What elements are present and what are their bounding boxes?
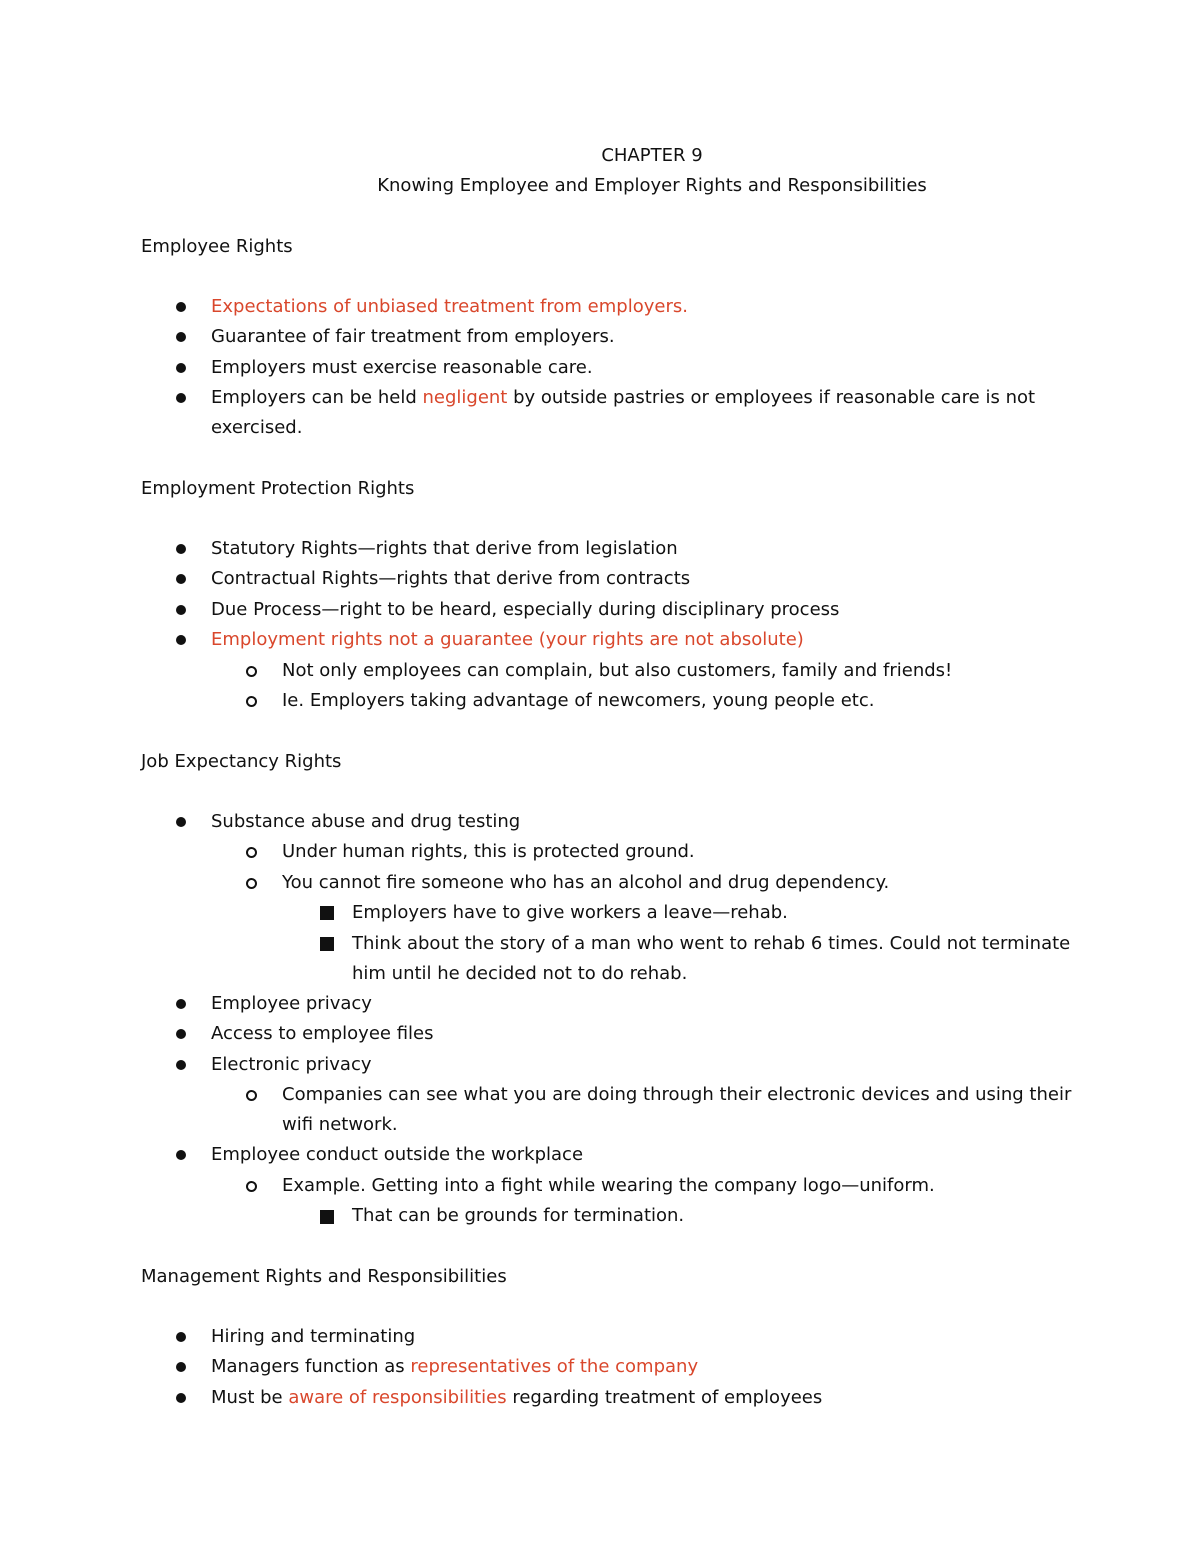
list-item: Statutory Rights—rights that derive from legislation (211, 538, 678, 559)
bullet-disc-icon (176, 635, 186, 645)
list-item: Hiring and terminating (211, 1326, 416, 1347)
sub-list-item-continuation: wifi network. (282, 1114, 398, 1135)
bullet-circle-icon (246, 696, 257, 707)
bullet-disc-icon (176, 1332, 186, 1342)
item-text: by outside pastries or employees if reasonable care is not (507, 387, 1036, 408)
highlight-negligent: negligent (422, 387, 508, 408)
sub-list-item: Companies can see what you are doing through their electronic devices and using their (282, 1084, 1072, 1105)
highlight-representatives: representatives of the company (410, 1356, 699, 1377)
list-item: Employee conduct outside the workplace (211, 1144, 584, 1165)
item-text: regarding treatment of employees (506, 1387, 823, 1408)
list-item-continuation: exercised. (211, 417, 303, 438)
bullet-square-icon (320, 906, 334, 920)
section-heading-job-expectancy: Job Expectancy Rights (141, 751, 342, 772)
sub-list-item: You cannot fire someone who has an alcohol and drug dependency. (282, 872, 890, 893)
bullet-square-icon (320, 1210, 334, 1224)
section-heading-management: Management Rights and Responsibilities (141, 1266, 507, 1287)
bullet-circle-icon (246, 847, 257, 858)
bullet-disc-icon (176, 363, 186, 373)
bullet-square-icon (320, 937, 334, 951)
bullet-disc-icon (176, 544, 186, 554)
bullet-circle-icon (246, 1090, 257, 1101)
chapter-title: Knowing Employee and Employer Rights and Responsibilities (377, 175, 927, 196)
bullet-circle-icon (246, 666, 257, 677)
sub-list-item: Under human rights, this is protected ground. (282, 841, 695, 862)
list-item: Due Process—right to be heard, especially during disciplinary process (211, 599, 840, 620)
bullet-disc-icon (176, 1362, 186, 1372)
list-item: Guarantee of fair treatment from employers. (211, 326, 615, 347)
list-item: Expectations of unbiased treatment from employers. (211, 296, 688, 317)
list-item: Employment rights not a guarantee (your rights are not absolute) (211, 629, 804, 650)
bullet-disc-icon (176, 574, 186, 584)
bullet-disc-icon (176, 393, 186, 403)
sub-list-item: Ie. Employers taking advantage of newcomers, young people etc. (282, 690, 875, 711)
item-text: Employers can be held (211, 387, 423, 408)
bullet-disc-icon (176, 999, 186, 1009)
bullet-circle-icon (246, 878, 257, 889)
sub-sub-list-item-continuation: him until he decided not to do rehab. (352, 963, 688, 984)
bullet-disc-icon (176, 1060, 186, 1070)
list-item: Substance abuse and drug testing (211, 811, 521, 832)
bullet-disc-icon (176, 1393, 186, 1403)
sub-sub-list-item: Think about the story of a man who went to rehab 6 times. Could not terminate (352, 933, 1071, 954)
bullet-disc-icon (176, 605, 186, 615)
list-item (211, 1356, 698, 1378)
list-item (211, 387, 1035, 409)
list-item: Employee privacy (211, 993, 372, 1014)
list-item: Electronic privacy (211, 1054, 372, 1075)
sub-sub-list-item: Employers have to give workers a leave—rehab. (352, 902, 788, 923)
section-heading-employment-protection: Employment Protection Rights (141, 478, 415, 499)
bullet-disc-icon (176, 1150, 186, 1160)
item-text: Must be (211, 1387, 289, 1408)
bullet-disc-icon (176, 817, 186, 827)
sub-list-item: Example. Getting into a fight while wearing the company logo—uniform. (282, 1175, 935, 1196)
bullet-circle-icon (246, 1181, 257, 1192)
sub-list-item: Not only employees can complain, but also customers, family and friends! (282, 660, 953, 681)
highlight-aware: aware of responsibilities (288, 1387, 507, 1408)
list-item (211, 1387, 822, 1409)
list-item: Employers must exercise reasonable care. (211, 357, 593, 378)
bullet-disc-icon (176, 302, 186, 312)
bullet-disc-icon (176, 1029, 186, 1039)
item-text: Managers function as (211, 1356, 411, 1377)
sub-sub-list-item: That can be grounds for termination. (352, 1205, 685, 1226)
bullet-disc-icon (176, 332, 186, 342)
list-item: Access to employee files (211, 1023, 434, 1044)
list-item: Contractual Rights—rights that derive from contracts (211, 568, 691, 589)
chapter-number: CHAPTER 9 (601, 145, 703, 166)
section-heading-employee-rights: Employee Rights (141, 236, 293, 257)
